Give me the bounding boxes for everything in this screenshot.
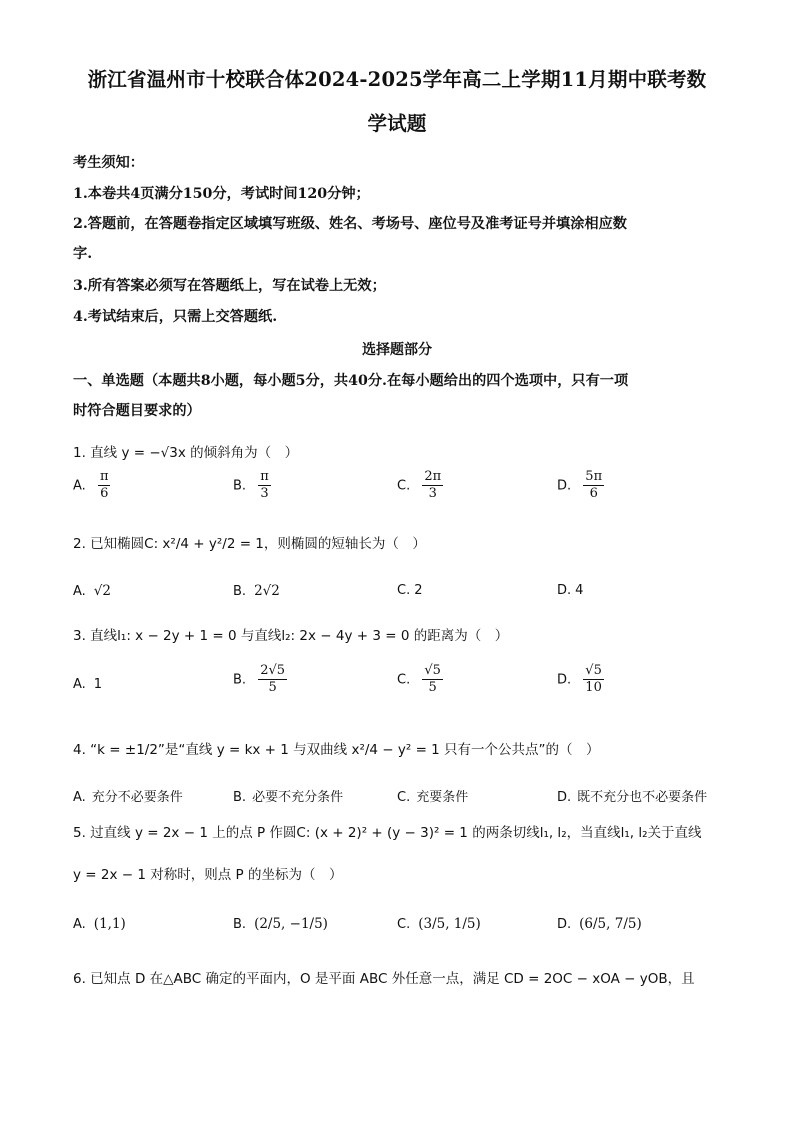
option-value: √2 (93, 583, 111, 599)
option-fraction: $\frac{2\pi}{3}$ (424, 469, 442, 502)
option-label: B. (233, 790, 247, 805)
option-label: D. (557, 790, 572, 805)
option-fraction: $\frac{\pi}{3}$ (260, 469, 269, 502)
q2-option-c[interactable] (397, 583, 423, 598)
question-6-stem: 6. 已知点 D 在△ABC 确定的平面内，O 是平面 ABC 外任意一点，满足 CD = 2OC − xOA − yOB，且 (73, 971, 695, 987)
option-value: 1 (93, 677, 103, 692)
option-value: 既不充分也不必要条件 (577, 790, 708, 805)
option-label: D. (557, 672, 572, 688)
option-value: (3/5, 1/5) (418, 916, 481, 932)
option-label: A. (73, 790, 86, 805)
q2-option-d[interactable] (557, 583, 583, 598)
option-label: D. (557, 917, 572, 932)
notice-item-1: 1.本卷共4页满分150分，考试时间120分钟； (73, 186, 370, 202)
option-fraction: $\frac{√5}{5}$ (424, 663, 441, 696)
option-value: 2 (414, 583, 423, 598)
option-fraction: $\frac{\pi}{6}$ (99, 469, 109, 502)
option-value: (1,1) (93, 916, 126, 932)
option-label: B. (233, 672, 247, 688)
option-fraction: $\frac{2√5}{5}$ (260, 663, 286, 696)
exam-title-line2: 学试题 (367, 112, 427, 135)
option-value: 4 (575, 583, 584, 598)
section-heading-line1: 一、单选题（本题共8小题，每小题5分，共40分.在每小题给出的四个选项中，只有一项 (73, 373, 629, 389)
option-label: A. (73, 917, 86, 932)
notice-item-2-cont: 字. (73, 246, 93, 262)
option-label: B. (233, 917, 247, 932)
q4-option-a[interactable] (73, 786, 183, 805)
option-label: A. (73, 677, 86, 692)
option-label: B. (233, 584, 247, 599)
option-label: B. (233, 478, 247, 494)
option-label: A. (73, 478, 86, 494)
q2-option-a[interactable] (73, 583, 111, 599)
q4-option-c[interactable] (397, 786, 468, 805)
q5-option-c[interactable] (397, 916, 481, 932)
question-1-stem: 1. 直线 y = −√3x 的倾斜角为（ ） (73, 445, 299, 461)
question-3-stem: 3. 直线l₁: x − 2y + 1 = 0 与直线l₂: 2x − 4y + 3 = 0 的距离为（ ） (73, 628, 509, 644)
option-label: D. (557, 478, 572, 494)
option-value: 必要不充分条件 (252, 790, 344, 805)
q5-option-b[interactable] (233, 916, 328, 932)
option-label: C. (397, 790, 411, 805)
q3-option-c[interactable] (397, 664, 443, 696)
option-label: C. (397, 917, 411, 932)
notice-heading: 考生须知： (73, 155, 144, 171)
notice-item-2: 2.答题前，在答题卷指定区域填写班级、姓名、考场号、座位号及准考证号并填涂相应数 (73, 216, 627, 232)
option-fraction: $\frac{√5}{10}$ (585, 663, 602, 696)
option-value: 充要条件 (416, 790, 469, 805)
q1-option-b[interactable] (233, 470, 271, 502)
q3-option-a[interactable] (73, 677, 102, 692)
notice-item-4: 4.考试结束后，只需上交答题纸. (73, 309, 278, 325)
option-value: 2√2 (254, 583, 280, 599)
option-label: D. (557, 583, 572, 598)
q3-option-d[interactable] (557, 664, 604, 696)
option-value: (6/5, 7/5) (579, 916, 642, 932)
q4-option-d[interactable] (557, 786, 707, 805)
q1-option-d[interactable] (557, 470, 604, 502)
question-5-stem-cont: y = 2x − 1 对称时，则点 P 的坐标为（ ） (73, 867, 343, 883)
q2-option-b[interactable] (233, 583, 280, 599)
option-label: C. (397, 478, 411, 494)
option-label: A. (73, 584, 86, 599)
question-5-stem: 5. 过直线 y = 2x − 1 上的点 P 作圆C: (x + 2)² + (y − 3)² = 1 的两条切线l₁, l₂，当直线l₁, l₂关于直线 (73, 825, 702, 841)
exam-title-line1: 浙江省温州市十校联合体2024-2025学年高二上学期11月期中联考数 (87, 68, 707, 91)
question-2-stem: 2. 已知椭圆C: x²/4 + y²/2 = 1，则椭圆的短轴长为（ ） (73, 536, 426, 552)
option-label: C. (397, 672, 411, 688)
option-fraction: $\frac{5\pi}{6}$ (585, 469, 603, 502)
option-value: (2/5, −1/5) (254, 916, 328, 932)
q5-option-a[interactable] (73, 916, 126, 932)
question-4-stem: 4. “k = ±1/2”是“直线 y = kx + 1 与双曲线 x²/4 − y² = 1 只有一个公共点”的（ ） (73, 742, 600, 758)
q5-option-d[interactable] (557, 916, 642, 932)
q4-option-b[interactable] (233, 786, 343, 805)
q3-option-b[interactable] (233, 664, 287, 696)
notice-item-3: 3.所有答案必须写在答题纸上，写在试卷上无效； (73, 278, 386, 294)
option-label: C. (397, 583, 411, 598)
q1-option-c[interactable] (397, 470, 443, 502)
option-value: 充分不必要条件 (91, 790, 183, 805)
section-heading-line2: 时符合题目要求的） (73, 403, 201, 419)
q1-option-a[interactable] (73, 470, 110, 502)
section-title: 选择题部分 (362, 342, 432, 358)
